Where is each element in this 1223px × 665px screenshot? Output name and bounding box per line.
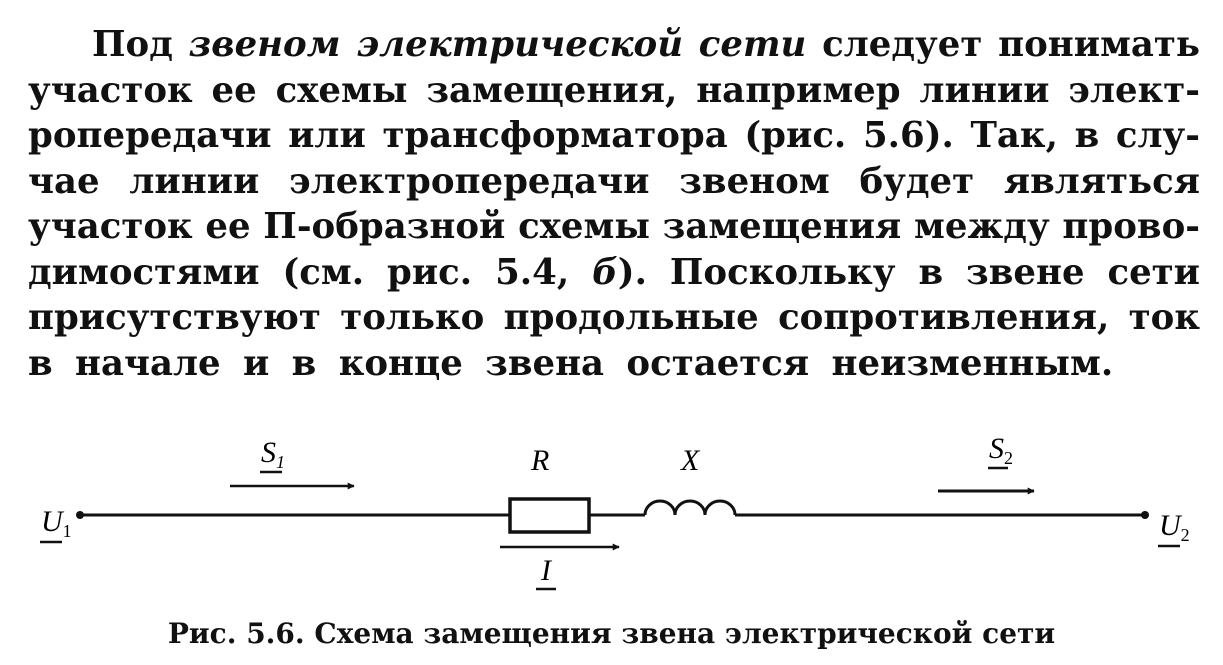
line-text: участок ее П-образной схемы замещения между прово- xyxy=(28,206,1200,247)
node-right xyxy=(1141,511,1149,519)
paragraph-line xyxy=(28,250,1200,296)
label-u2: $U_2$ xyxy=(1159,509,1190,545)
line-text: Под xyxy=(92,24,189,65)
label-s2: $S_2$ xyxy=(989,432,1013,468)
paragraph-line xyxy=(28,68,1200,114)
line-text: участок ее схемы замещения, например линии элект- xyxy=(28,69,1200,111)
node-left xyxy=(76,511,84,519)
circuit-diagram xyxy=(0,418,1223,608)
paragraph-line xyxy=(28,113,1200,159)
line-text: димостями (см. рис. 5.4, xyxy=(28,251,593,293)
line-text: ропередачи или трансформатора (рис. 5.6). Так, в слу- xyxy=(28,115,1200,156)
body-paragraph xyxy=(28,22,1200,386)
inductor-x xyxy=(645,501,735,515)
line-text: ). Поскольку в звене сети xyxy=(617,251,1200,293)
label-i: I xyxy=(541,554,551,587)
paragraph-line xyxy=(28,159,1200,205)
paragraph-line xyxy=(28,204,1200,250)
label-r: R xyxy=(531,444,550,477)
paragraph-line xyxy=(28,22,1200,68)
line-text: следует понимать xyxy=(806,24,1201,65)
label-x: X xyxy=(681,444,700,477)
paragraph-line xyxy=(28,295,1200,341)
line-text: в начале и в конце звена остается неизменным. xyxy=(28,342,1114,384)
label-s1: $S_1$ xyxy=(261,436,285,472)
label-u1: $U_1$ xyxy=(41,505,72,541)
paragraph-line xyxy=(28,341,1200,387)
figure-caption: Рис. 5.6. Схема замещения звена электрической сети xyxy=(167,617,1056,650)
emphasis-text: звеном электрической сети xyxy=(188,24,807,65)
line-text: чае линии электропередачи звеном будет являться xyxy=(28,160,1200,202)
emphasis-text: б xyxy=(592,251,618,293)
resistor-r xyxy=(510,499,589,532)
line-text: присутствуют только продольные сопротивления, ток xyxy=(28,297,1200,338)
